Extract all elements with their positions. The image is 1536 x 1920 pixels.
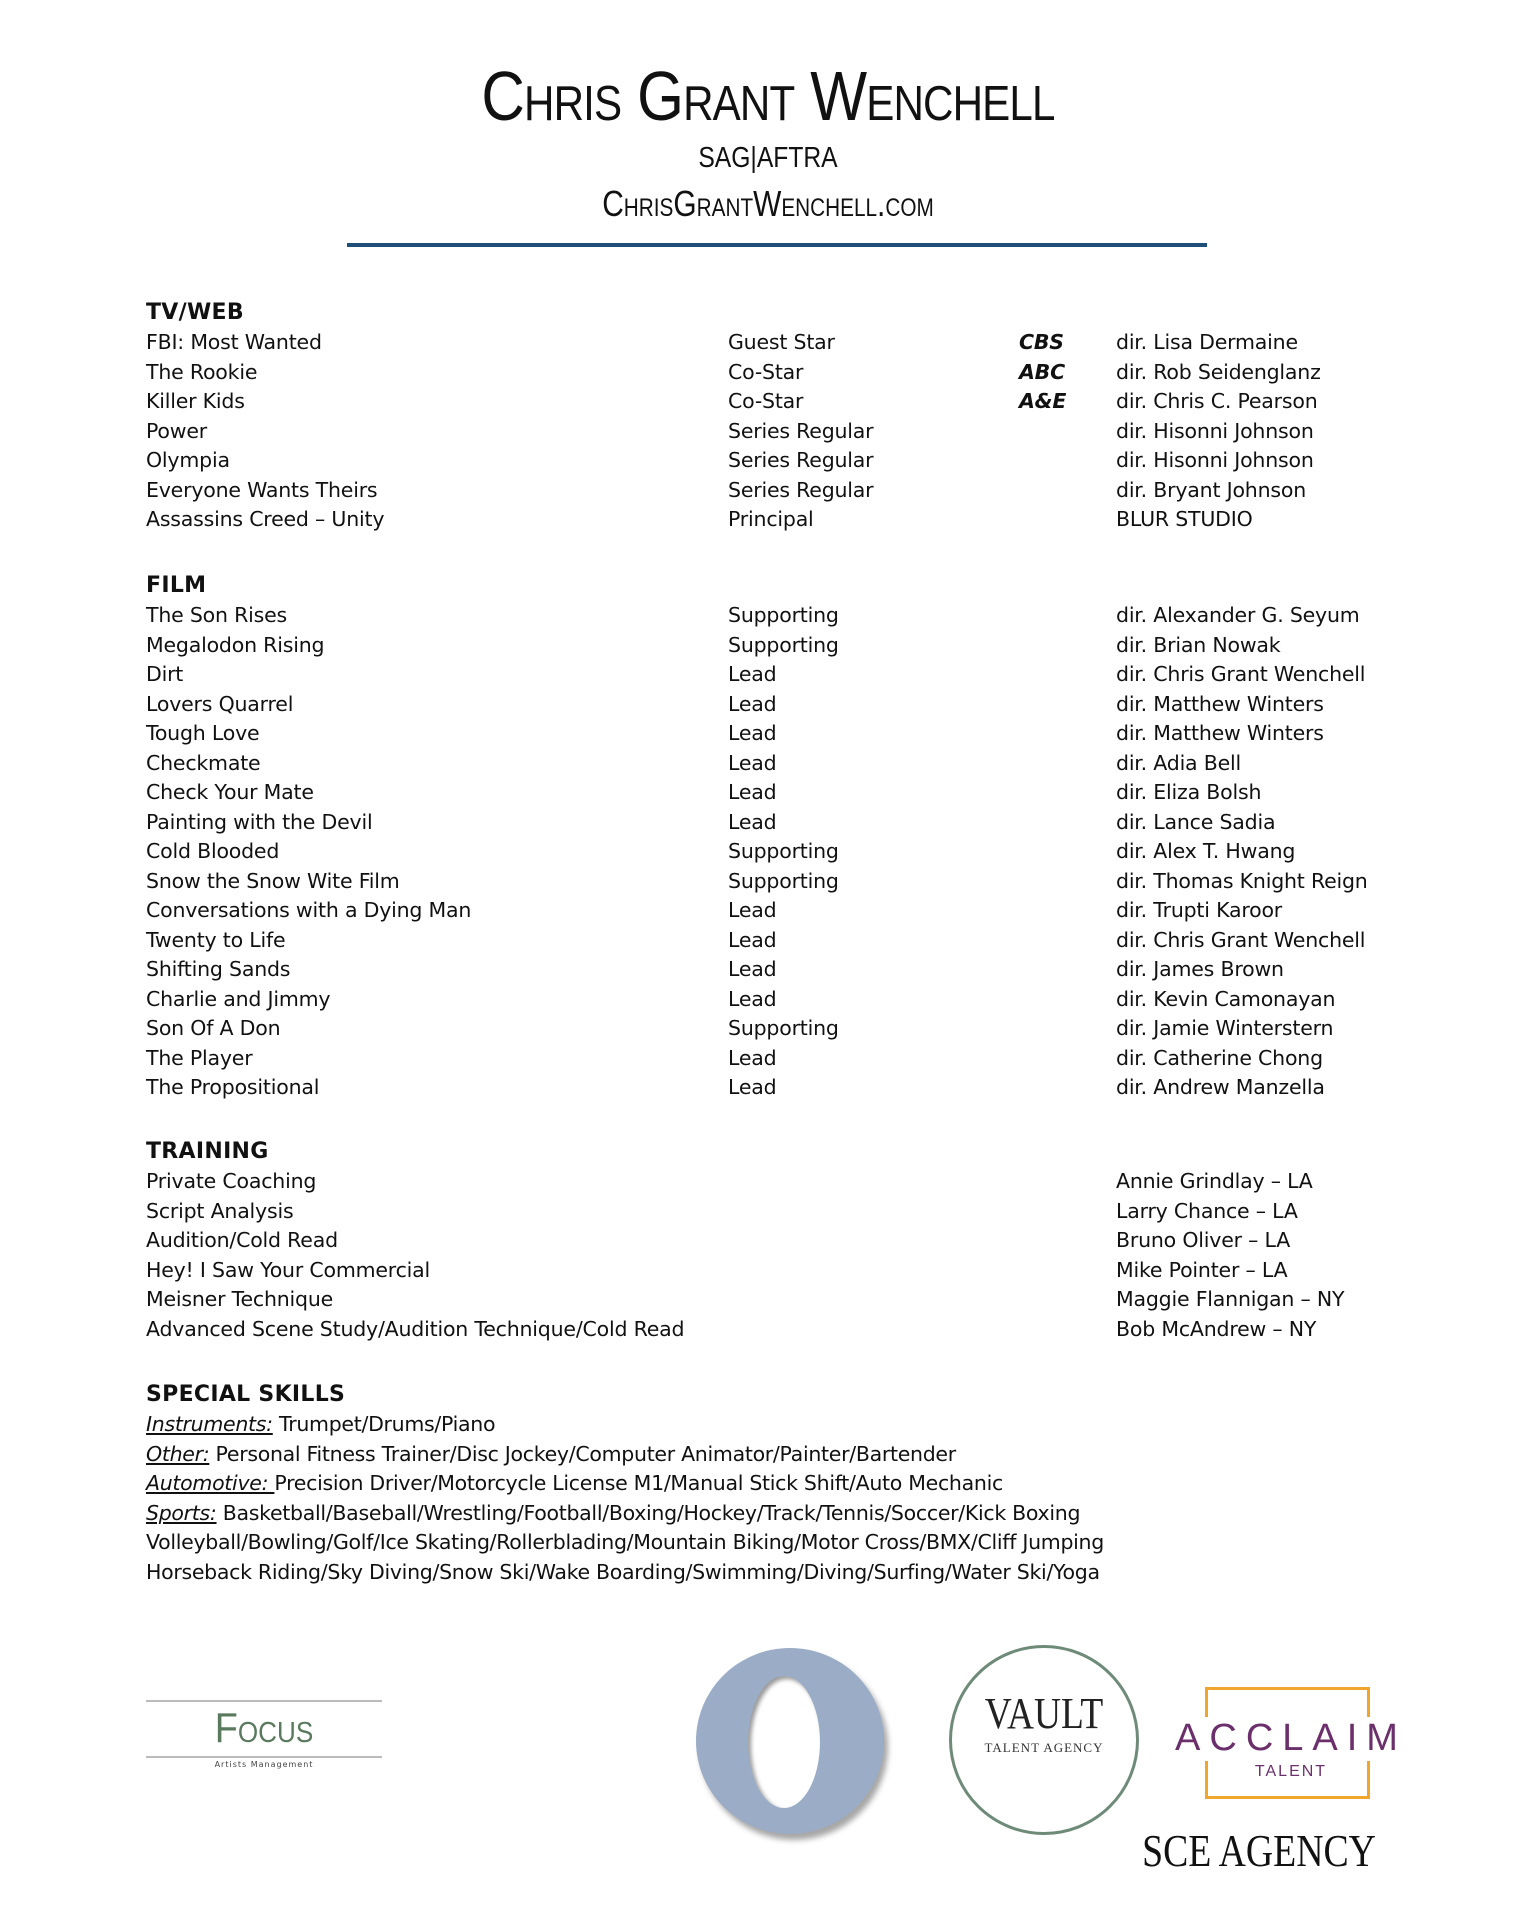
credit-director: dir. Andrew Manzella [1116,1075,1325,1099]
credit-role: Lead [728,662,777,686]
credit-director: dir. Jamie Winterstern [1116,1016,1334,1040]
training-course: Script Analysis [146,1198,294,1223]
credit-role: Supporting [728,839,839,863]
credit-director: dir. Thomas Knight Reign [1116,868,1368,893]
credit-network: ABC [1019,359,1065,384]
training-row [146,1256,1446,1286]
o-agency-logo [696,1648,884,1834]
credit-title: Twenty to Life [146,927,286,952]
credit-director: dir. James Brown [1116,957,1284,981]
credit-director: dir. Lisa Dermaine [1116,330,1298,354]
credit-director: dir. Alex T. Hwang [1116,839,1296,863]
credit-role: Supporting [728,603,839,627]
training-row [146,1167,1446,1197]
credit-row [146,660,1446,690]
credit-title: FBI: Most Wanted [146,330,322,354]
credit-role: Lead [728,957,777,981]
credit-title: Megalodon Rising [146,632,325,657]
credit-title: Check Your Mate [146,780,314,804]
credit-row [146,955,1446,985]
training-teacher: Maggie Flannigan – NY [1116,1287,1345,1311]
credit-network: A&E [1019,389,1067,413]
vault-logo: VAULT TALENT AGENCY [949,1645,1139,1835]
credit-title: Power [146,418,207,443]
section-heading: SPECIAL SKILLS [146,1382,346,1407]
credit-row [146,985,1446,1015]
credit-row [146,778,1446,808]
skill-category: Instruments: [146,1412,273,1436]
tv-web-section [146,298,1446,535]
credit-role: Lead [728,1045,777,1070]
credit-row [146,601,1446,631]
credit-network: CBS [1019,330,1064,354]
credit-director: dir. Chris Grant Wenchell [1116,927,1366,952]
credit-director: dir. Adia Bell [1116,750,1242,775]
credit-role: Lead [728,898,777,922]
credit-role: Series Regular [728,448,874,472]
training-row [146,1315,1446,1345]
credit-role: Lead [728,691,777,716]
training-section [146,1137,1446,1344]
credit-row [146,896,1446,926]
credit-title: The Son Rises [146,603,288,627]
skill-list: Trumpet/Drums/Piano [272,1412,496,1436]
skill-category: Automotive: [146,1471,275,1495]
training-row [146,1226,1446,1256]
skill-category: Other: [146,1441,210,1466]
credit-director: dir. Kevin Camonayan [1116,986,1336,1011]
credit-title: Olympia [146,448,230,472]
credit-director: dir. Lance Sadia [1116,809,1276,834]
credit-row [146,417,1446,447]
credit-director: dir. Matthew Winters [1116,691,1324,716]
credit-director: dir. Hisonni Johnson [1116,448,1314,472]
credit-row [146,719,1446,749]
skill-category: Sports: [146,1500,217,1525]
credit-row [146,926,1446,956]
credit-role: Lead [728,986,777,1011]
training-teacher: Bob McAndrew – NY [1116,1316,1317,1341]
section-heading: FILM [146,573,207,598]
credit-role: Principal [728,507,814,531]
credit-row [146,690,1446,720]
training-course: Private Coaching [146,1169,317,1193]
credit-row [146,1044,1446,1074]
credit-title: Painting with the Devil [146,809,373,834]
credit-director: dir. Chris C. Pearson [1116,389,1318,413]
credit-row [146,1073,1446,1103]
credit-title: The Rookie [146,359,258,384]
credit-role: Series Regular [728,418,874,443]
skill-line [146,1528,1446,1558]
film-section [146,571,1446,1103]
training-teacher: Annie Grindlay – LA [1116,1169,1313,1193]
credit-title: Cold Blooded [146,839,280,863]
credit-director: dir. Bryant Johnson [1116,477,1307,502]
credit-title: Lovers Quarrel [146,691,294,716]
union-affiliation: SAG|AFTRA [698,142,838,174]
credit-role: Supporting [728,632,839,657]
credit-row [146,328,1446,358]
skill-list: Volleyball/Bowling/Golf/Ice Skating/Rollerblading/Mountain Biking/Motor Cross/BMX/Cliff Jumping [146,1530,1104,1554]
focus-logo: Focus Artists Management [146,1700,382,1780]
acclaim-talent-logo: ACCLAIM TALENT [1174,1687,1408,1799]
training-course: Meisner Technique [146,1287,334,1311]
training-course: Advanced Scene Study/Audition Technique/Cold Read [146,1316,685,1341]
credit-director: dir. Catherine Chong [1116,1045,1323,1070]
credit-row [146,358,1446,388]
credit-role: Series Regular [728,477,874,502]
credit-role: Lead [728,809,777,834]
credit-role: Supporting [728,868,839,893]
credit-title: Checkmate [146,750,261,775]
credit-row [146,808,1446,838]
credit-row [146,867,1446,897]
credit-title: Everyone Wants Theirs [146,477,378,502]
skill-list: Precision Driver/Motorcycle License M1/Manual Stick Shift/Auto Mechanic [274,1471,1003,1495]
sce-agency-logo: SCE AGENCY [1142,1825,1376,1876]
credit-title: Tough Love [146,721,260,745]
credit-title: Dirt [146,662,184,686]
credit-role: Co-Star [728,389,804,413]
credit-role: Co-Star [728,359,804,384]
skill-line [146,1410,1446,1440]
credit-director: dir. Brian Nowak [1116,632,1281,657]
credit-title: Son Of A Don [146,1016,281,1040]
section-heading: TV/WEB [146,300,244,325]
credit-row [146,505,1446,535]
section-heading: TRAINING [146,1139,269,1164]
credit-row [146,837,1446,867]
credit-row [146,631,1446,661]
training-teacher: Mike Pointer – LA [1116,1257,1288,1282]
credit-role: Lead [728,780,777,804]
credit-director: dir. Matthew Winters [1116,721,1324,745]
credit-director: dir. Alexander G. Seyum [1116,603,1360,627]
credit-row [146,387,1446,417]
credit-role: Supporting [728,1016,839,1040]
credit-title: Charlie and Jimmy [146,986,331,1011]
credit-row [146,446,1446,476]
credit-director: dir. Eliza Bolsh [1116,780,1262,804]
skill-line [146,1469,1446,1499]
skill-line [146,1558,1446,1588]
credit-row [146,749,1446,779]
skill-list: Horseback Riding/Sky Diving/Snow Ski/Wake Boarding/Swimming/Diving/Surfing/Water Ski/Yoga [146,1559,1100,1584]
skill-list: Basketball/Baseball/Wrestling/Football/Boxing/Hockey/Track/Tennis/Soccer/Kick Boxing [216,1500,1081,1525]
special-skills-section [146,1380,1446,1587]
training-course: Audition/Cold Read [146,1228,338,1252]
credit-director: dir. Chris Grant Wenchell [1116,662,1366,686]
credit-title: The Player [146,1045,253,1070]
website-link[interactable]: ChrisGrantWenchell.com [602,183,934,224]
skill-list: Personal Fitness Trainer/Disc Jockey/Computer Animator/Painter/Bartender [209,1441,956,1466]
credit-title: The Propositional [146,1075,320,1099]
credit-director: BLUR STUDIO [1116,507,1253,531]
credit-title: Shifting Sands [146,957,291,981]
credit-director: dir. Rob Seidenglanz [1116,359,1321,384]
header-divider [347,243,1207,247]
actor-name: Chris Grant Wenchell [481,57,1055,135]
credit-title: Conversations with a Dying Man [146,898,472,922]
credit-role: Lead [728,1075,777,1099]
training-row [146,1197,1446,1227]
skill-line [146,1499,1446,1529]
credit-director: dir. Trupti Karoor [1116,898,1283,922]
credit-row [146,476,1446,506]
skill-line [146,1440,1446,1470]
credit-title: Snow the Snow Wite Film [146,868,400,893]
credit-director: dir. Hisonni Johnson [1116,418,1314,443]
credit-row [146,1014,1446,1044]
training-teacher: Larry Chance – LA [1116,1198,1298,1223]
credit-role: Lead [728,750,777,775]
training-course: Hey! I Saw Your Commercial [146,1257,431,1282]
training-row [146,1285,1446,1315]
credit-role: Lead [728,721,777,745]
credit-role: Lead [728,927,777,952]
credit-title: Assassins Creed – Unity [146,507,385,531]
credit-title: Killer Kids [146,389,245,413]
credit-role: Guest Star [728,330,835,354]
training-teacher: Bruno Oliver – LA [1116,1228,1291,1252]
